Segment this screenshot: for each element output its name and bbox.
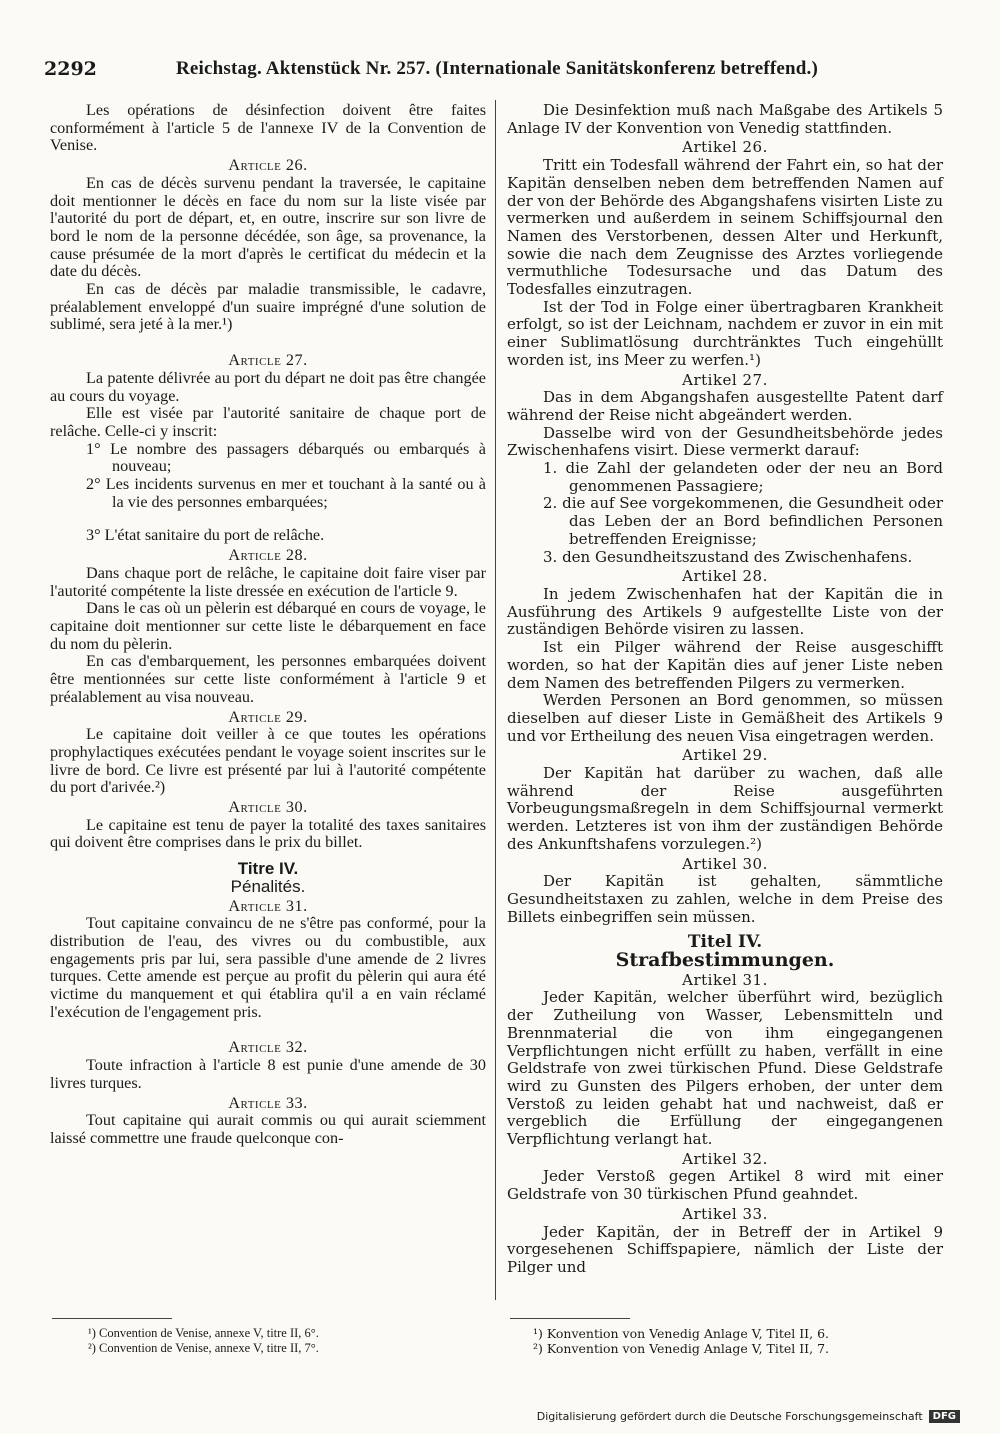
paragraph: Ist ein Pilger während der Reise ausgeschifft worden, so hat der Kapitän dies auf jener Liste neben dem Namen des betreffenden Pilgers zu vermerken.	[507, 638, 943, 692]
paragraph: Jeder Verstoß gegen Artikel 8 wird mit einer Geldstrafe von 30 türkischen Pfund geahndet.	[507, 1167, 943, 1204]
paragraph: Das in dem Abgangshafen ausgestellte Patent darf während der Reise nicht abgeändert werden.	[507, 388, 943, 424]
paragraph: Die Desinfektion muß nach Maßgabe des Artikels 5 Anlage IV der Konvention von Venedig stattfinden.	[507, 101, 943, 137]
footnote-rule	[52, 1318, 172, 1319]
article-heading: Article 32.	[228, 1038, 308, 1057]
paragraph: Jeder Kapitän, welcher überführt wird, bezüglich der Zutheilung von Wasser, Lebensmitteln und Brennmaterial die von ihm eingegangenen Verpflichtungen nicht erfüllt zu haben, verfällt in eine Geldstrafe von zwei türkischen Pfund. Diese Geldstrafe wird zu Gunsten des Pilgers erhoben, der unter dem Verstoß zu leiden gehabt hat und nachweist, daß er vergeblich die Erfüllung der eingegangenen Verpflichtung verlangt hat.	[507, 988, 943, 1149]
paragraph: Tritt ein Todesfall während der Fahrt ein, so hat der Kapitän denselben neben dem betreffenden Namen auf der von der Behörde des Abgangshafens visirten Liste zu vermerken und außerdem in seinem Schiffsjournal den Namen des Verstorbenen, dessen Alter und Herkunft, sowie die nach dem Zeugnisse des Arztes vorliegende vermuthliche Todesursache und das Datum des Todesfalles einzutragen.	[507, 156, 943, 299]
paragraph: En cas d'embarquement, les personnes embarquées doivent être mentionnées sur cette liste conformément à l'article 9 et préalablement au visa nouveau.	[50, 652, 486, 706]
footnote: ²) Konvention von Venedig Anlage V, Titel II, 7.	[533, 1341, 829, 1356]
column-divider	[495, 100, 496, 1300]
section-subtitle: Strafbestimmungen.	[615, 949, 835, 972]
paragraph: Ist der Tod in Folge einer übertragbaren Krankheit erfolgt, so ist der Leichnam, nachdem er zuvor in ein mit einer Sublimatlösung durchtränktes Tuch eingehüllt worden ist, ins Meer zu werfen.¹)	[507, 297, 943, 369]
page-number: 2292	[44, 58, 97, 80]
paragraph: En cas de décès survenu pendant la traversée, le capitaine doit mentionner le décès en face du nom sur la liste visée par l'autorité du port de départ, et, en outre, inscrire sur son livre de bord le nom de la personne décédée, son âge, sa provenance, la cause présumée de la mort d'après le certificat du médecin et la date du décès.	[50, 173, 486, 281]
french-column	[50, 102, 486, 1148]
article-heading: Artikel 29.	[682, 746, 768, 765]
german-footnotes	[533, 1326, 829, 1356]
paragraph: Tout capitaine convaincu de ne s'être pas conformé, pour la distribution de l'eau, des vivres ou du combustible, aux engagements pris par lui, sera passible d'une amende de 2 livres turques. Cette amende est perçue au profit du pèlerin qui aura été victime du manquement et qui établira qu'il a en vain réclamé l'exécution de l'engagement pris.	[50, 914, 486, 1021]
dfg-logo: DFG	[929, 1410, 960, 1423]
paragraph: Tout capitaine qui aurait commis ou qui aurait sciemment laissé commettre une fraude quelconque con-	[50, 1111, 486, 1147]
paragraph: Le capitaine est tenu de payer la totalité des taxes sanitaires qui doivent être comprises dans le prix du billet.	[50, 815, 486, 852]
section-title: Titre IV.	[237, 859, 299, 879]
paragraph: Dans le cas où un pèlerin est débarqué en cours de voyage, le capitaine doit mentionner sur cette liste le débarquement en face du nom du pèlerin.	[50, 599, 486, 653]
paragraph: Dasselbe wird von der Gesundheitsbehörde jedes Zwischenhafens visirt. Diese vermerkt darauf:	[507, 423, 943, 460]
paragraph: Der Kapitän ist gehalten, sämmtliche Gesundheitstaxen zu zahlen, welche in dem Preise des Billets einbegriffen sein müssen.	[507, 872, 943, 926]
page-header	[44, 58, 944, 88]
paragraph: Les opérations de désinfection doivent être faites conformément à l'article 5 de l'annexe IV de la Convention de Venise.	[50, 101, 486, 155]
article-heading: Artikel 32.	[682, 1149, 768, 1168]
paragraph: In jedem Zwischenhafen hat der Kapitän die in Ausführung des Artikels 9 aufgestellte Liste von der zuständigen Behörde visiren zu lassen.	[507, 584, 943, 639]
footer-text: Digitalisierung gefördert durch die Deutsche Forschungsgemeinschaft	[536, 1410, 923, 1423]
article-heading: Article 26.	[228, 156, 308, 175]
article-heading: Article 31.	[228, 896, 308, 915]
article-heading: Artikel 33.	[682, 1204, 768, 1223]
paragraph: Elle est visée par l'autorité sanitaire de chaque port de relâche. Celle-ci y inscrit:	[50, 404, 486, 440]
article-heading: Article 30.	[228, 798, 308, 817]
section-title: Titel IV.	[687, 932, 763, 953]
paragraph: Jeder Kapitän, der in Betreff der in Artikel 9 vorgesehenen Schiffspapiere, nämlich der Liste der Pilger und	[507, 1222, 943, 1276]
running-title: Reichstag. Aktenstück Nr. 257. (Internationale Sanitätskonferenz betreffend.)	[176, 58, 819, 79]
list-item: 1° Le nombre des passagers débarqués ou embarqués à nouveau;	[86, 439, 486, 476]
list-item: 2. die auf See vorgekommenen, die Gesundheit oder das Leben der an Bord befindlichen Personen betreffenden Ereignisse;	[543, 494, 943, 548]
paragraph: Le capitaine doit veiller à ce que toutes les opérations prophylactiques exécutées pendant le voyage soient inscrites sur le livre de bord. Ce livre est présenté par lui à l'autorité compétente du port d'arivée.²)	[50, 725, 486, 797]
footnote: ¹) Konvention von Venedig Anlage V, Titel II, 6.	[533, 1326, 829, 1341]
french-footnotes	[88, 1326, 319, 1356]
digitization-footer	[537, 1410, 960, 1423]
german-column	[507, 102, 943, 1277]
article-heading: Article 33.	[228, 1093, 308, 1112]
article-heading: Artikel 27.	[682, 370, 768, 389]
paragraph: Werden Personen an Bord genommen, so müssen dieselben auf dieser Liste in Gemäßheit des Artikels 9 und vor Ertheilung des neuen Visa eingetragen werden.	[507, 691, 943, 745]
paragraph: Dans chaque port de relâche, le capitaine doit faire viser par l'autorité compétente la liste dressée en exécution de l'article 9.	[50, 563, 486, 600]
article-heading: Article 28.	[228, 546, 308, 565]
list-item: 3° L'état sanitaire du port de relâche.	[86, 526, 325, 545]
footnote: ¹) Convention de Venise, annexe V, titre II, 6°.	[88, 1326, 319, 1340]
article-heading: Artikel 30.	[682, 854, 768, 873]
list-item: 2° Les incidents survenus en mer et touchant à la santé ou à la vie des personnes embarquées;	[86, 475, 486, 511]
article-heading: Artikel 26.	[682, 138, 768, 157]
section-subtitle: Pénalités.	[230, 876, 306, 896]
footnote: ²) Convention de Venise, annexe V, titre II, 7°.	[88, 1341, 319, 1355]
paragraph: La patente délivrée au port du départ ne doit pas être changée au cours du voyage.	[50, 368, 486, 405]
paragraph: Der Kapitän hat darüber zu wachen, daß alle während der Reise ausgeführten Vorbeugungsmaßregeln in dem Schiffsjournal vermerkt werden. Letzteres ist von ihm der zuständigen Behörde des Ankunftshafens vorzulegen.²)	[507, 764, 943, 853]
paragraph: En cas de décès par maladie transmissible, le cadavre, préalablement enveloppé d'un suaire imprégné d'une solution de sublimé, sera jeté à la mer.¹)	[50, 280, 486, 334]
footnote-rule	[510, 1318, 630, 1319]
list-item: 3. den Gesundheitszustand des Zwischenhafens.	[543, 547, 913, 566]
article-heading: Artikel 28.	[682, 567, 768, 586]
paragraph: Toute infraction à l'article 8 est punie d'une amende de 30 livres turques.	[50, 1056, 486, 1092]
article-heading: Artikel 31.	[682, 970, 768, 989]
list-item: 1. die Zahl der gelandeten oder der neu an Bord genommenen Passagiere;	[543, 459, 943, 495]
article-heading: Article 27.	[228, 351, 308, 370]
article-heading: Article 29.	[228, 707, 308, 726]
